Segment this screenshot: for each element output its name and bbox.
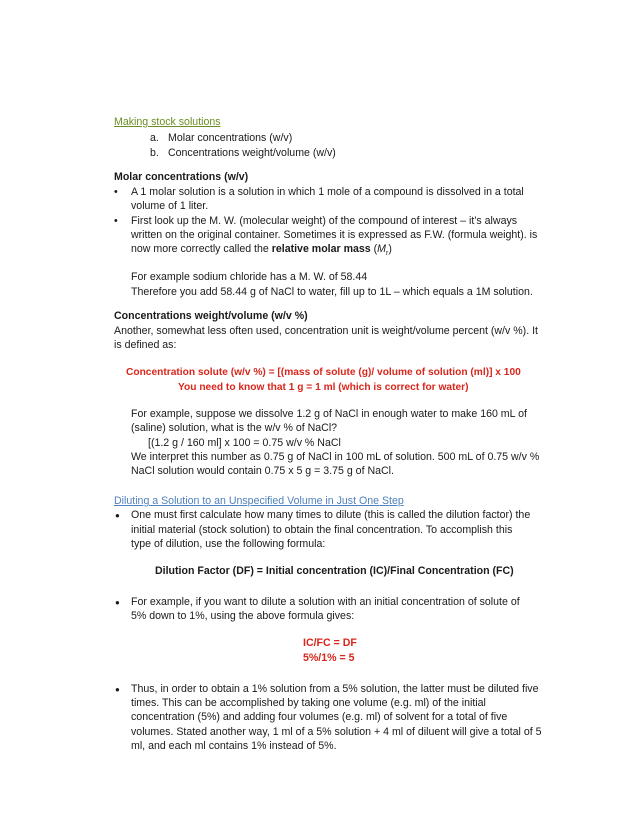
wv-para-line1: Another, somewhat less often used, concentration unit is weight/volume percent (w/v %). It (114, 325, 538, 337)
list-item-wv: Concentrations weight/volume (w/v) (168, 147, 336, 159)
wv-example-calc: [(1.2 g / 160 ml] x 100 = 0.75 w/v % NaCl (148, 437, 341, 449)
molar-bullet1-line1: A 1 molar solution is a solution in which 1 mole of a compound is dissolved in a total (131, 186, 524, 198)
list-item-molar: Molar concentrations (w/v) (168, 132, 293, 144)
dil-bullet2-line1: For example, if you want to dilute a solution with an initial concentration of solute of (131, 596, 520, 608)
red-formula-line1: IC/FC = DF (303, 637, 357, 649)
dil-bullet2-line2: 5% down to 1%, using the above formula gives: (131, 610, 355, 622)
bullet-icon: ● (115, 598, 120, 607)
wv-example-line4: We interpret this number as 0.75 g of NaCl in 100 mL of solution. 500 mL of 0.75 w/v % (131, 451, 540, 463)
dil-bullet1-line1: One must first calculate how many times to dilute (this is called the dilution factor) the (131, 509, 531, 521)
wv-example-line1: For example, suppose we dissolve 1.2 g of NaCl in enough water to make 160 mL of (131, 408, 527, 420)
dil-bullet1-line3: type of dilution, use the following formula: (131, 538, 326, 550)
molar-example-line1: For example sodium chloride has a M. W. of 58.44 (131, 271, 368, 283)
bullet-icon: ● (115, 685, 120, 694)
list-marker-a: a. (150, 132, 159, 144)
wv-example-line2: (saline) solution, what is the w/v % of NaCl? (131, 422, 338, 434)
red-formula-line2: 5%/1% = 5 (303, 652, 355, 664)
list-marker-b: b. (150, 147, 159, 159)
section-title-dilution: Diluting a Solution to an Unspecified Volume in Just One Step (114, 495, 404, 507)
dil-bullet3-line1: Thus, in order to obtain a 1% solution from a 5% solution, the latter must be diluted five (131, 683, 539, 695)
dil-bullet3-line4: volumes. Stated another way, 1 ml of a 5% solution + 4 ml of diluent will give a total of 5 (131, 726, 542, 738)
molar-example-line2: Therefore you add 58.44 g of NaCl to water, fill up to 1L – which equals a 1M solution. (131, 286, 533, 298)
wv-formula: Concentration solute (w/v %) = [(mass of solute (g)/ volume of solution (ml)] x 100 (126, 367, 521, 378)
heading-weight-volume: Concentrations weight/volume (w/v %) (114, 310, 308, 322)
heading-molar: Molar concentrations (w/v) (114, 171, 249, 183)
molar-bullet2-line1: First look up the M. W. (molecular weight) of the compound of interest – it’s always (131, 215, 518, 227)
bullet-icon: • (114, 215, 118, 227)
bullet-icon: ● (115, 511, 120, 520)
wv-note: You need to know that 1 g = 1 ml (which is correct for water) (178, 382, 469, 393)
dil-bullet3-line2: times. This can be accomplished by taking one volume (e.g. ml) of the initial (131, 697, 486, 709)
molar-bullet2-line2: written on the original container. Sometimes it is expressed as F.W. (formula weight). is (131, 229, 538, 241)
dilution-formula: Dilution Factor (DF) = Initial concentration (IC)/Final Concentration (FC) (155, 565, 514, 577)
molar-bullet1-line2: volume of 1 liter. (131, 200, 209, 212)
wv-example-line5: NaCl solution would contain 0.75 x 5 g = 3.75 g of NaCl. (131, 465, 394, 477)
wv-para-line2: is defined as: (114, 339, 177, 351)
molar-bullet2-line3: now more correctly called the relative molar mass $(M_r)$ (131, 243, 392, 258)
dil-bullet3-line3: concentration (5%) and adding four volumes (e.g. ml) of solvent for a total of five (131, 711, 508, 723)
section-title-making-stock: Making stock solutions (114, 116, 221, 128)
dil-bullet3-line5: ml, and each ml contains 1% instead of 5%. (131, 740, 337, 752)
bullet-icon: • (114, 186, 118, 198)
dil-bullet1-line2: initial material (stock solution) to obtain the final concentration. To accomplish this (131, 524, 513, 536)
